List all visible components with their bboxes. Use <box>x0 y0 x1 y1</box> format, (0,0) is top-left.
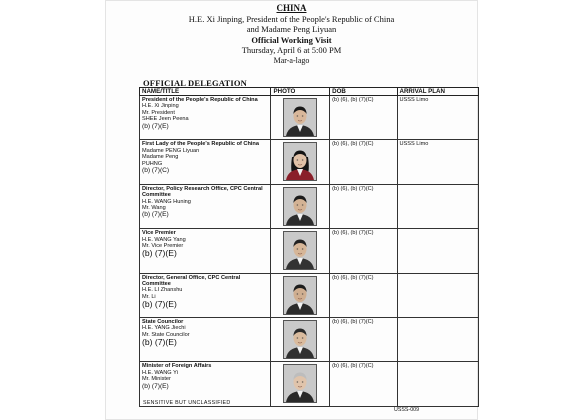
column-header: DOB <box>330 88 397 96</box>
portrait-photo <box>283 231 317 270</box>
dob-cell: (b) (6), (b) (7)(C) <box>330 140 397 184</box>
delegate-role: Director, General Office, CPC Central Committee <box>142 274 241 288</box>
portrait-icon <box>284 99 316 136</box>
arrival-plan-cell <box>397 229 479 273</box>
name-title-cell <box>140 184 271 228</box>
column-header: NAME/TITLE <box>140 88 271 96</box>
portrait-photo <box>283 320 317 359</box>
delegate-name: H.E. WANG Huning <box>142 198 191 205</box>
column-header: PHOTO <box>271 88 330 96</box>
delegate-role: President of the People's Republic of China <box>142 97 258 103</box>
photo-cell <box>271 318 330 362</box>
table-row <box>140 318 479 362</box>
table-row <box>140 273 479 317</box>
arrival-plan-cell <box>397 184 479 228</box>
name-title-cell <box>140 140 271 184</box>
portrait-photo <box>283 364 317 403</box>
photo-cell <box>271 140 330 184</box>
portrait-photo <box>283 98 317 137</box>
delegate-salutation: Mr. Li <box>142 293 156 300</box>
photo-cell <box>271 229 330 273</box>
delegate-name: H.E. Xi Jinping <box>142 103 179 110</box>
name-title-cell <box>140 229 271 273</box>
dob-cell: (b) (6), (b) (7)(C) <box>330 318 397 362</box>
table-row <box>140 229 479 273</box>
portrait-icon <box>284 143 316 180</box>
portrait-icon <box>284 188 316 225</box>
dob-cell: (b) (6), (b) (7)(C) <box>330 229 397 273</box>
portrait-photo <box>283 187 317 226</box>
name-title-cell <box>140 318 271 362</box>
table-row <box>140 184 479 228</box>
delegate-name: H.E. YANG Jiechi <box>142 325 186 332</box>
visit-date: Thursday, April 6 at 5:00 PM <box>241 45 342 55</box>
companion-line: and Madame Peng Liyuan <box>246 24 337 34</box>
portrait-photo <box>283 142 317 181</box>
arrival-plan-cell <box>397 318 479 362</box>
portrait-icon <box>284 277 316 314</box>
photo-cell <box>271 96 330 140</box>
delegate-name: H.E. WANG Yang <box>142 236 186 243</box>
name-title-cell <box>140 273 271 317</box>
arrival-plan-cell <box>397 273 479 317</box>
redaction-code: (b) (7)(C) <box>142 167 170 175</box>
visit-type: Official Working Visit <box>251 34 332 45</box>
delegate-name: Madame PENG Liyuan <box>142 147 200 154</box>
delegate-salutation: Mr. State Councilor <box>142 331 190 338</box>
arrival-plan-cell <box>397 362 479 407</box>
delegate-role: Vice Premier <box>142 230 176 237</box>
photo-cell <box>271 362 330 407</box>
document-header <box>105 3 478 66</box>
delegate-role: First Lady of the People's Republic of China <box>142 141 259 148</box>
table-header-row <box>140 88 479 96</box>
delegate-salutation: Mr. Vice Premier <box>142 243 184 250</box>
delegate-role: State Councilor <box>142 319 184 326</box>
table-row <box>140 140 479 184</box>
delegate-name: H.E. WANG Yi <box>142 369 178 376</box>
arrival-plan-cell: USSS Limo <box>397 140 479 184</box>
delegate-salutation: Mr. President <box>142 109 175 116</box>
name-title-cell <box>140 96 271 140</box>
visitor-line: H.E. Xi Jinping, President of the People's Republic of China <box>188 13 395 24</box>
delegate-role: Director, Policy Research Office, CPC Central Committee <box>142 185 263 199</box>
dob-cell: (b) (6), (b) (7)(C) <box>330 184 397 228</box>
redaction-code: (b) (7)(E) <box>142 248 177 259</box>
document-page <box>105 0 478 420</box>
country-title: CHINA <box>276 3 307 13</box>
portrait-icon <box>284 365 316 402</box>
photo-cell <box>271 184 330 228</box>
page-id: USSS-009 <box>394 407 420 413</box>
arrival-plan-cell: USSS Limo <box>397 96 479 140</box>
table-row <box>140 96 479 140</box>
delegate-pronunciation: PUHNG <box>142 160 163 167</box>
dob-cell: (b) (6), (b) (7)(C) <box>330 273 397 317</box>
dob-cell: (b) (6), (b) (7)(C) <box>330 96 397 140</box>
portrait-photo <box>283 276 317 315</box>
dob-cell: (b) (6), (b) (7)(C) <box>330 362 397 407</box>
portrait-icon <box>284 232 316 269</box>
delegation-table <box>139 87 479 407</box>
redaction-code: (b) (7)(E) <box>142 211 169 219</box>
delegate-pronunciation: SHEE Jeen Peena <box>142 116 189 123</box>
classification-label: SENSITIVE BUT UNCLASSIFIED <box>143 400 231 406</box>
redaction-code: (b) (7)(E) <box>142 382 169 390</box>
column-header: ARRIVAL PLAN <box>397 88 479 96</box>
redaction-code: (b) (7)(E) <box>142 299 177 310</box>
delegate-role: Minister of Foreign Affairs <box>142 363 212 370</box>
delegate-salutation: Mr. Minister <box>142 376 171 383</box>
photo-cell <box>271 273 330 317</box>
section-title: OFFICIAL DELEGATION <box>143 78 248 88</box>
delegate-name: H.E. LI Zhanshu <box>142 287 183 294</box>
redaction-code: (b) (7)(E) <box>142 122 169 130</box>
visit-location: Mar-a-lago <box>273 55 310 65</box>
redaction-code: (b) (7)(E) <box>142 337 177 348</box>
delegate-salutation: Madame Peng <box>142 154 179 161</box>
delegate-salutation: Mr. Wang <box>142 205 166 212</box>
portrait-icon <box>284 321 316 358</box>
